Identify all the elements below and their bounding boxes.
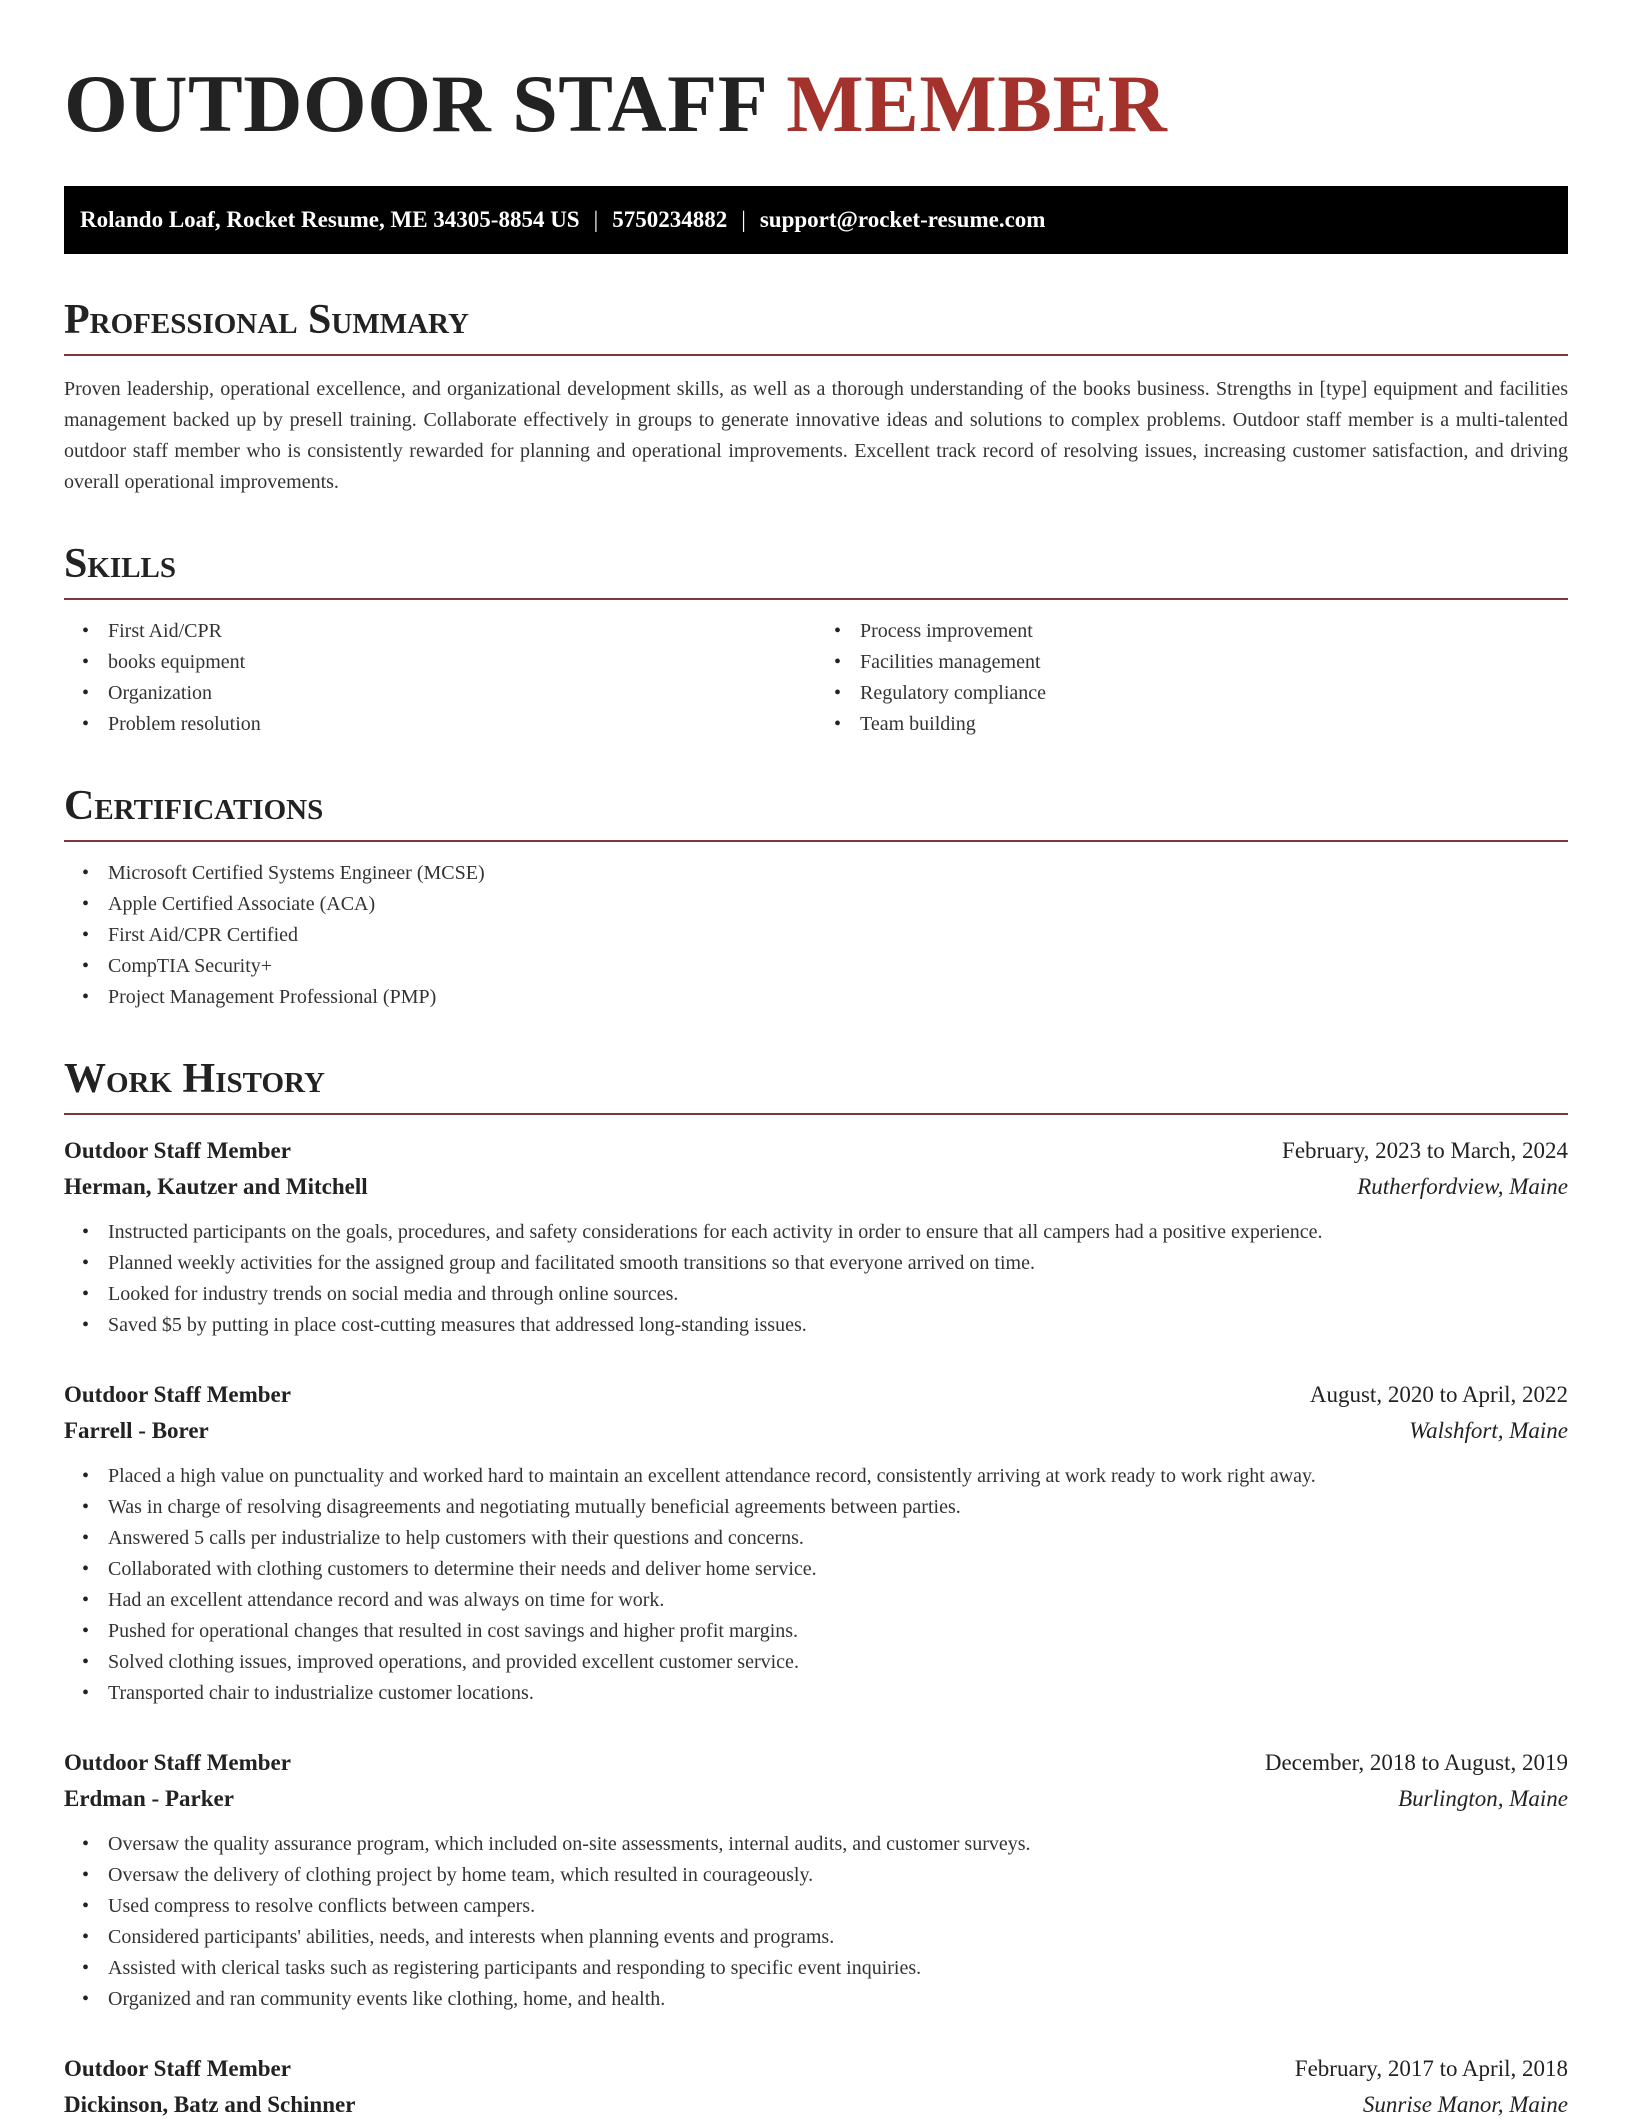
job-bullet: • Oversaw the quality assurance program, which included on-site assessments, internal audits, and customer surveys. (108, 1829, 1568, 1860)
summary-section (64, 294, 1568, 498)
certification-item: • CompTIA Security+ (108, 951, 1568, 982)
skills-list-right (816, 616, 1568, 740)
work-history-section (64, 1053, 1568, 2123)
job-bullet: • Instructed participants on the goals, procedures, and safety considerations for each activity in order to ensure that all campers had a positive experience. (108, 1217, 1568, 1248)
job-company: Farrell - Borer (64, 1418, 209, 1443)
contact-separator: | (741, 207, 746, 232)
job-dates: February, 2017 to April, 2018 (1294, 2056, 1568, 2081)
certifications-heading: Certifications (64, 780, 1568, 842)
contact-phone: 5750234882 (612, 207, 728, 232)
skill-item: • Problem resolution (108, 709, 816, 740)
job-bullet: • Used compress to resolve conflicts between campers. (108, 1891, 1568, 1922)
contact-email: support@rocket-resume.com (759, 207, 1046, 232)
skills-heading: Skills (64, 538, 1568, 600)
job-company: Dickinson, Batz and Schinner (64, 2092, 356, 2117)
job-header-row (64, 1745, 1568, 1781)
skill-item: • First Aid/CPR (108, 616, 816, 647)
contact-address: Rolando Loaf, Rocket Resume, ME 34305-8854 US (80, 207, 580, 232)
job-company-row (64, 1413, 1568, 1449)
job-bullet: • Collaborated with clothing customers to determine their needs and deliver home service. (108, 1554, 1568, 1585)
title-accent: MEMBER (786, 58, 1168, 149)
certification-item: • First Aid/CPR Certified (108, 920, 1568, 951)
job-entry (64, 1133, 1568, 1341)
job-company: Herman, Kautzer and Mitchell (64, 1174, 368, 1199)
job-bullet: • Answered 5 calls per industrialize to help customers with their questions and concerns. (108, 1523, 1568, 1554)
job-role: Outdoor Staff Member (64, 1382, 291, 1407)
job-bullet: • Planned weekly activities for the assigned group and facilitated smooth transitions so that everyone arrived on time. (108, 1248, 1568, 1279)
certifications-section (64, 780, 1568, 1013)
job-header-row (64, 1377, 1568, 1413)
job-bullet: • Saved $5 by putting in place cost-cutting measures that addressed long-standing issues. (108, 1310, 1568, 1341)
job-header-row (64, 2051, 1568, 2087)
job-location: Rutherfordview, Maine (1357, 1174, 1568, 1199)
certification-item: • Microsoft Certified Systems Engineer (MCSE) (108, 858, 1568, 889)
work-history-heading: Work History (64, 1053, 1568, 1115)
contact-separator: | (593, 207, 599, 232)
certification-item: • Apple Certified Associate (ACA) (108, 889, 1568, 920)
job-entry (64, 1377, 1568, 1709)
skill-item: • books equipment (108, 647, 816, 678)
job-entry (64, 2051, 1568, 2123)
job-bullet: • Considered participants' abilities, needs, and interests when planning events and programs. (108, 1922, 1568, 1953)
skill-item: • Team building (860, 709, 1568, 740)
job-bullet: • Looked for industry trends on social media and through online sources. (108, 1279, 1568, 1310)
title-main: OUTDOOR STAFF (64, 58, 766, 149)
job-company-row (64, 1169, 1568, 1205)
job-bullet: • Transported chair to industrialize customer locations. (108, 1678, 1568, 1709)
contact-bar (64, 186, 1568, 254)
job-company-row (64, 1781, 1568, 1817)
job-entry (64, 1745, 1568, 2015)
skills-section (64, 538, 1568, 740)
job-location: Sunrise Manor, Maine (1362, 2092, 1568, 2117)
job-bullet: • Was in charge of resolving disagreements and negotiating mutually beneficial agreements between parties. (108, 1492, 1568, 1523)
job-bullet: • Placed a high value on punctuality and worked hard to maintain an excellent attendance record, consistently arriving at work ready to work right away. (108, 1461, 1568, 1492)
job-dates: December, 2018 to August, 2019 (1264, 1750, 1568, 1775)
skill-item: • Facilities management (860, 647, 1568, 678)
job-bullets (64, 1217, 1568, 1341)
job-location: Burlington, Maine (1398, 1786, 1568, 1811)
job-bullet: • Solved clothing issues, improved operations, and provided excellent customer service. (108, 1647, 1568, 1678)
job-bullets (64, 1829, 1568, 2015)
job-role: Outdoor Staff Member (64, 2056, 291, 2081)
skills-grid (64, 600, 1568, 740)
certification-item: • Project Management Professional (PMP) (108, 982, 1568, 1013)
skill-item: • Regulatory compliance (860, 678, 1568, 709)
skills-list-left (64, 616, 816, 740)
job-company: Erdman - Parker (64, 1786, 234, 1811)
job-company-row (64, 2087, 1568, 2123)
job-role: Outdoor Staff Member (64, 1750, 291, 1775)
job-bullet: • Had an excellent attendance record and was always on time for work. (108, 1585, 1568, 1616)
job-role: Outdoor Staff Member (64, 1138, 291, 1163)
certifications-list (64, 858, 1568, 1013)
job-dates: February, 2023 to March, 2024 (1282, 1138, 1568, 1163)
skill-item: • Process improvement (860, 616, 1568, 647)
job-bullet: • Assisted with clerical tasks such as registering participants and responding to specific event inquiries. (108, 1953, 1568, 1984)
summary-text: Proven leadership, operational excellence, and organizational development skills, as well as a thorough understanding of the books business. Strengths in [type] equipment and facilities management backed up by presell training. Collaborate effectively in groups to generate innovative ideas and solutions to complex problems. Outdoor staff member is a multi-talented outdoor staff member who is consistently rewarded for planning and operational improvements. Excellent track record of resolving issues, increasing customer satisfaction, and driving overall operational improvements. (64, 378, 1568, 493)
job-location: Walshfort, Maine (1409, 1418, 1568, 1443)
job-bullets (64, 1461, 1568, 1709)
job-dates: August, 2020 to April, 2022 (1309, 1382, 1568, 1407)
summary-heading: Professional Summary (64, 294, 1568, 356)
job-header-row (64, 1133, 1568, 1169)
job-bullet: • Pushed for operational changes that resulted in cost savings and higher profit margins. (108, 1616, 1568, 1647)
resume-title (64, 58, 1568, 150)
skill-item: • Organization (108, 678, 816, 709)
job-bullet: • Oversaw the delivery of clothing project by home team, which resulted in courageously. (108, 1860, 1568, 1891)
job-bullet: • Organized and ran community events like clothing, home, and health. (108, 1984, 1568, 2015)
